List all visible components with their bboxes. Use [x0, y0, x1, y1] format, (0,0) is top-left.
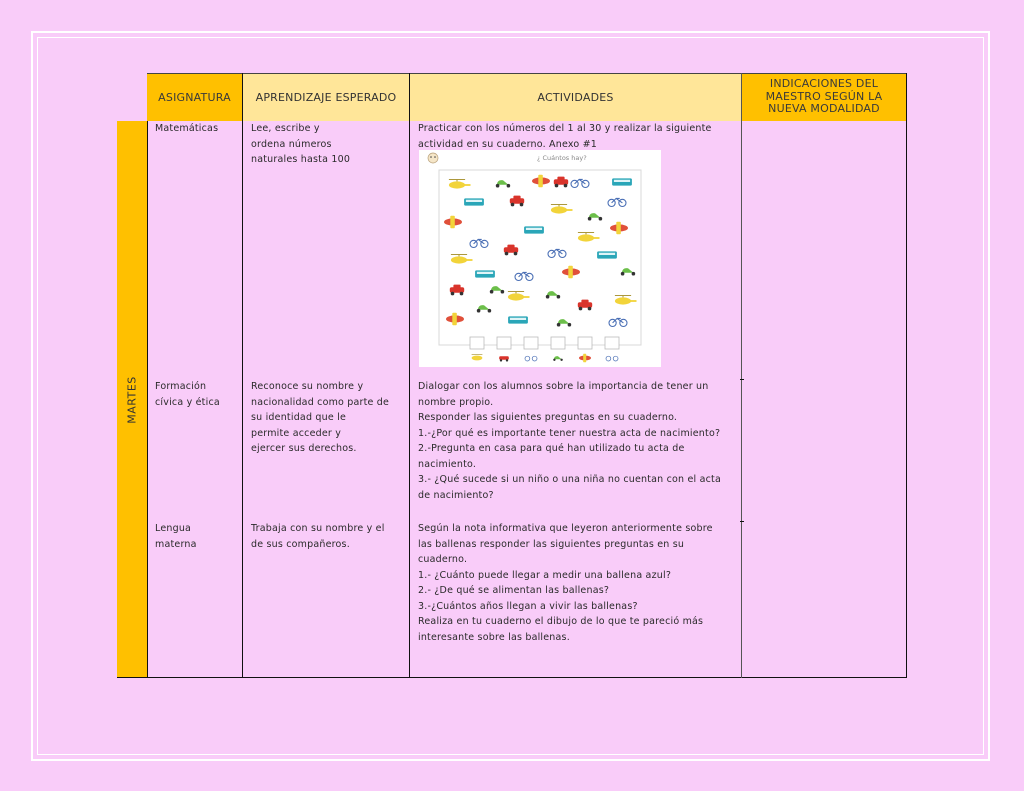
grid-line-v5	[906, 73, 907, 678]
day-column	[117, 121, 147, 678]
row3-aprendizaje: Trabaja con su nombre y el de sus compañeros.	[251, 523, 385, 550]
row3-actividades: Según la nota informativa que leyeron anteriormente sobre las ballenas responder las siguientes preguntas en su cuaderno. 1.- ¿Cuánto puede llegar a medir una ballena azul? 2.- ¿De qué se alimentan las ballenas? 3.-¿Cuántos años llegan a vivir las ballenas? Realiza en tu cuaderno el dibujo de lo que te pareció más interesante sobre las ballenas.	[418, 523, 713, 643]
car-icon	[499, 356, 509, 361]
answer-box	[497, 337, 511, 349]
grid-line-v1	[147, 121, 148, 678]
bus-icon	[508, 316, 528, 323]
row2-asignatura: Formación cívica y ética	[155, 381, 220, 408]
bus-icon	[612, 178, 632, 185]
grid-tick-2	[740, 521, 744, 522]
helicopter-icon	[472, 354, 483, 360]
header-aprendizaje: APRENDIZAJE ESPERADO	[243, 73, 409, 121]
bus-icon	[524, 226, 544, 233]
grid-tick-1	[740, 379, 744, 380]
row1-aprendizaje: Lee, escribe y ordena números naturales hasta 100	[251, 123, 351, 165]
row1-actividades: Practicar con los números del 1 al 30 y realizar la siguiente actividad en su cuaderno. Anexo #1	[418, 123, 712, 150]
grid-line-v2	[242, 73, 243, 678]
answer-box	[578, 337, 592, 349]
header-actividades: ACTIVIDADES	[410, 73, 741, 121]
row2-aprendizaje: Reconoce su nombre y nacionalidad como parte de su identidad que le permite acceder y ejercer sus derechos.	[251, 381, 390, 454]
row3-asignatura: Lengua materna	[155, 523, 197, 550]
row1-asignatura: Matemáticas	[155, 123, 219, 134]
grid-line-v4	[741, 73, 742, 678]
header-asignatura: ASIGNATURA	[147, 73, 242, 121]
worksheet-illustration	[419, 150, 661, 367]
answer-box	[524, 337, 538, 349]
header-indicaciones: INDICACIONES DEL MAESTRO SEGÚN LA NUEVA MODALIDAD	[742, 73, 906, 121]
answer-box	[551, 337, 565, 349]
bike-icon	[525, 356, 537, 361]
worksheet-title: ¿ Cuántos hay?	[537, 154, 587, 162]
row2-actividades: Dialogar con los alumnos sobre la importancia de tener un nombre propio. Responder las siguientes preguntas en su cuaderno. 1.-¿Por qué es importante tener nuestra acta de nacimiento? 2.-Pregunta en casa para qué han utilizado tu acta de nacimiento. 3.- ¿Qué sucede si un niño o una niña no cuentan con el acta de nacimiento?	[418, 381, 721, 501]
bus-icon	[597, 251, 617, 258]
day-label: MARTES	[125, 375, 139, 424]
worksheet-icon	[428, 153, 438, 163]
bus-icon	[464, 198, 484, 205]
answer-box	[605, 337, 619, 349]
grid-line-v3	[409, 73, 410, 678]
grid-line-top	[147, 73, 907, 74]
bike-icon	[606, 356, 618, 361]
answer-box	[470, 337, 484, 349]
bus-icon	[475, 270, 495, 277]
plane-icon	[579, 354, 591, 362]
scooter-icon	[553, 356, 563, 361]
worksheet-image	[419, 150, 661, 367]
grid-line-bottom	[117, 677, 907, 678]
